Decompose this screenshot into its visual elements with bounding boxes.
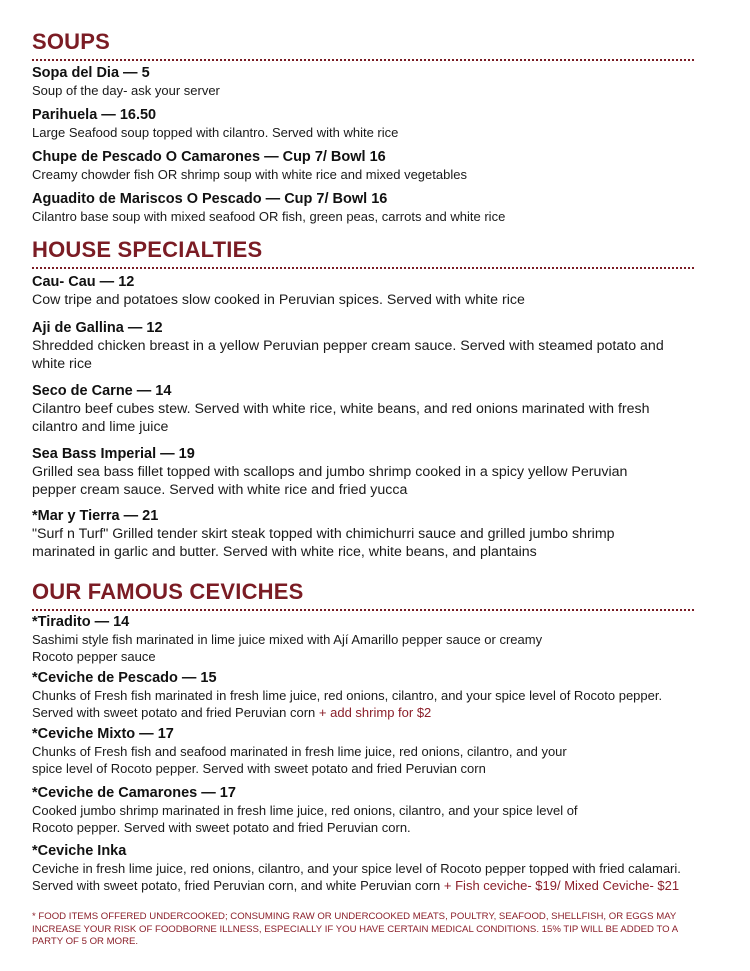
menu-item [32,107,702,141]
item-description-line: white rice [32,356,92,372]
menu-item [32,507,702,561]
menu-item [32,670,702,721]
item-name: *Ceviche de Pescado — 15 [32,670,217,686]
menu-item [32,785,702,836]
item-description-text: Served with sweet potato and fried Peruvian corn [32,705,316,720]
soups-title: SOUPS [32,29,111,54]
item-name: *Tiradito — 14 [32,614,130,630]
soups-divider [32,59,694,61]
menu-item [32,65,702,99]
item-name: Aji de Gallina — 12 [32,320,163,336]
item-description: Soup of the day- ask your server [32,83,220,98]
specialties-divider [32,267,694,269]
menu-item [32,382,702,436]
item-description-line: Sashimi style fish marinated in lime juice mixed with Ají Amarillo pepper sauce or creamy [32,632,543,647]
item-description-text: Served with sweet potato, fried Peruvian corn, and white Peruvian corn [32,878,441,893]
menu-item [32,319,702,373]
ceviches-title: OUR FAMOUS CEVICHES [32,579,304,604]
item-description-line: Cooked jumbo shrimp marinated in fresh lime juice, red onions, cilantro, and your spice level of [32,803,578,818]
item-name: Chupe de Pescado O Camarones — Cup 7/ Bowl 16 [32,149,386,165]
item-name: Seco de Carne — 14 [32,383,172,399]
item-name: *Mar y Tierra — 21 [32,508,159,524]
item-description-line: marinated in garlic and butter. Served with white rice, white beans, and plantains [32,544,537,560]
item-description-line [32,877,702,894]
menu-item [32,614,702,665]
item-name: Sea Bass Imperial — 19 [32,446,195,462]
item-description-line: Ceviche in fresh lime juice, red onions, cilantro, and your spice level of Rocoto pepper topped with fried calamari. [32,861,681,876]
item-name: Parihuela — 16.50 [32,107,157,123]
soups-section [32,29,694,224]
item-name: Sopa del Dia — 5 [32,65,150,81]
item-description: Cow tripe and potatoes slow cooked in Peruvian spices. Served with white rice [32,292,525,308]
menu-item [32,726,702,777]
specialties-section [32,237,694,560]
menu-item [32,273,702,309]
item-description-line: Shredded chicken breast in a yellow Peruvian pepper cream sauce. Served with steamed potato and [32,338,664,354]
ceviches-divider [32,609,694,611]
menu-item [32,149,702,183]
item-description: Creamy chowder fish OR shrimp soup with white rice and mixed vegetables [32,167,467,182]
item-extra-option: + Fish ceviche- $19/ Mixed Ceviche- $21 [443,878,680,893]
item-extra-option: + add shrimp for $2 [318,705,432,720]
item-name: Cau- Cau — 12 [32,274,135,290]
item-description-line: Cilantro beef cubes stew. Served with white rice, white beans, and red onions marinated with fresh [32,401,650,417]
item-description-line: "Surf n Turf" Grilled tender skirt steak topped with chimichurri sauce and grilled jumbo shrimp [32,526,615,542]
menu-item [32,191,702,225]
item-name: *Ceviche Mixto — 17 [32,726,174,742]
item-description-line: pepper cream sauce. Served with white rice and fried yucca [32,482,408,498]
item-description-line: Chunks of Fresh fish and seafood marinated in fresh lime juice, red onions, cilantro, and your [32,744,567,759]
ceviches-section [32,579,694,893]
specialties-title: HOUSE SPECIALTIES [32,237,263,262]
item-description-line: spice level of Rocoto pepper. Served with sweet potato and fried Peruvian corn [32,761,486,776]
item-description-line: Chunks of Fresh fish marinated in fresh lime juice, red onions, cilantro, and your spice level of Rocoto pepper. [32,688,663,703]
item-description-line: Grilled sea bass fillet topped with scallops and jumbo shrimp cooked in a spicy yellow Peruvian [32,464,628,480]
menu-item [32,843,702,894]
item-description: Cilantro base soup with mixed seafood OR fish, green peas, carrots and white rice [32,209,506,224]
item-description-line: Rocoto pepper sauce [32,649,156,664]
item-description: Large Seafood soup topped with cilantro. Served with white rice [32,125,399,140]
item-description-line: Rocoto pepper. Served with sweet potato and fried Peruvian corn. [32,820,411,835]
allergen-disclaimer: * FOOD ITEMS OFFERED UNDERCOOKED; CONSUMING RAW OR UNDERCOOKED MEATS, POULTRY, SEAFOOD, SHELLFISH, OR EGGS MAY INCREASE YOUR RISK OF FOODBORNE ILLNESS, ESPECIALLY IF YOU HAVE CERTAIN MEDICAL CONDITIONS. 15% TIP WILL BE ADDED TO A PARTY OF 5 OR MORE. [32,911,678,947]
item-name: *Ceviche Inka [32,843,127,859]
item-description-line [32,704,702,721]
item-name: *Ceviche de Camarones — 17 [32,785,236,801]
menu-item [32,445,702,499]
item-name: Aguadito de Mariscos O Pescado — Cup 7/ Bowl 16 [32,191,388,207]
item-description-line: cilantro and lime juice [32,419,169,435]
